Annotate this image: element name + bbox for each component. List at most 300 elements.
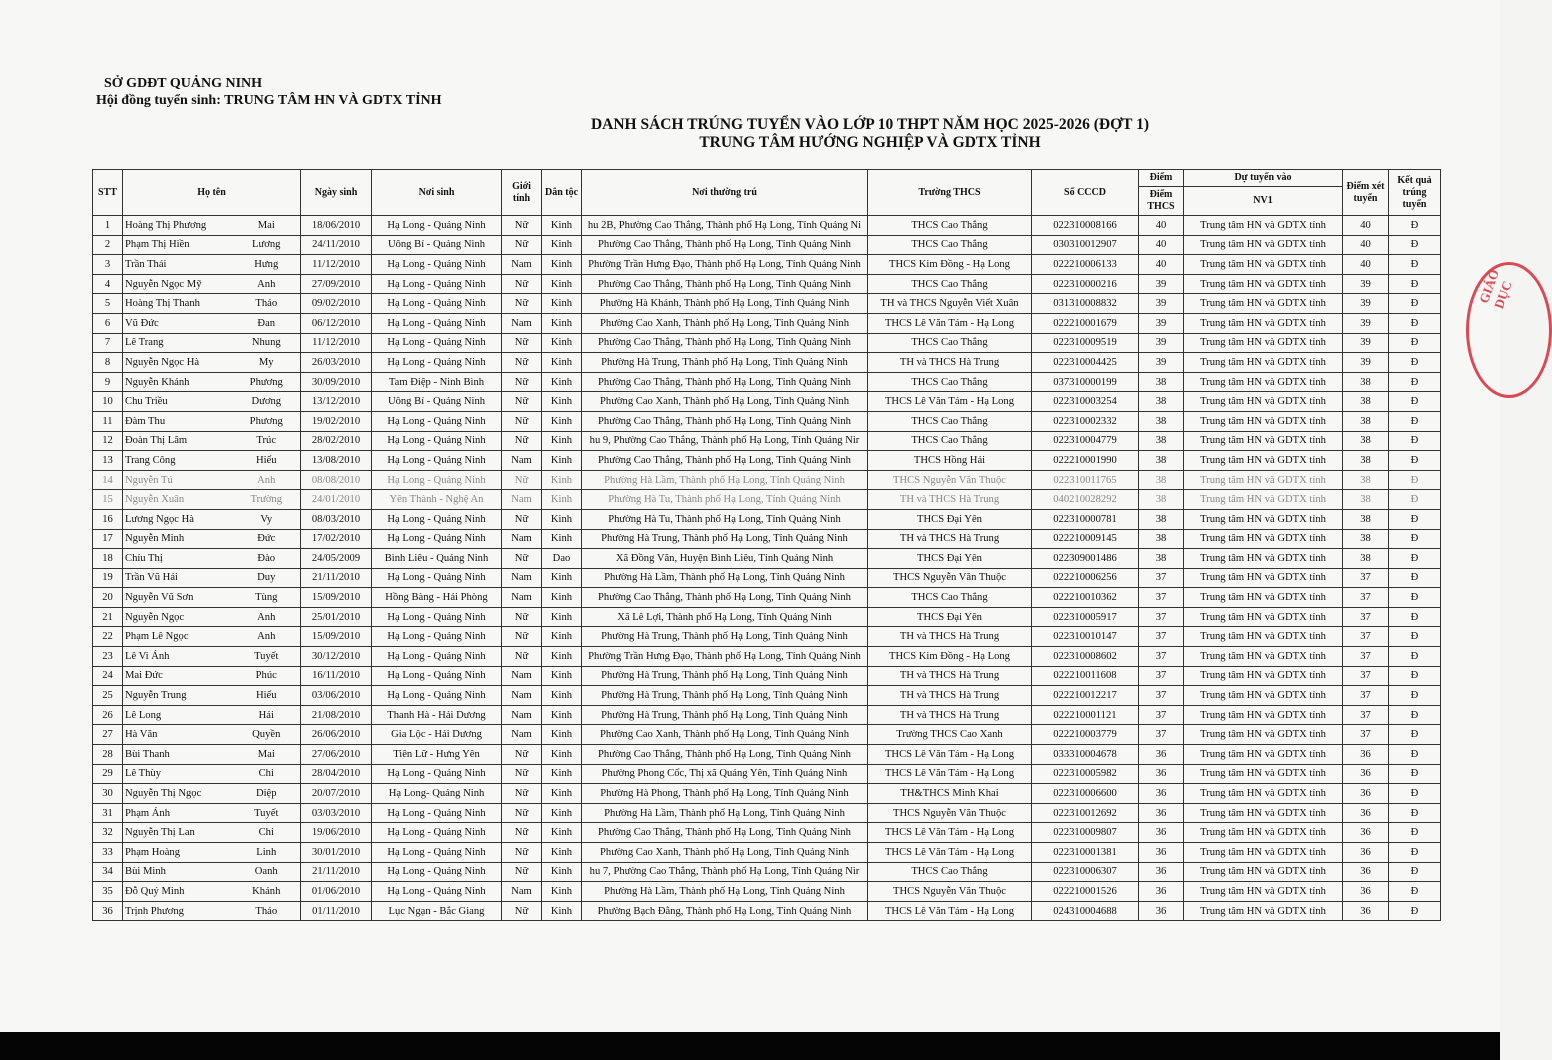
- table-row: [93, 588, 1441, 608]
- cell-name-last: Linh: [233, 843, 301, 863]
- cell-name-first: Chíu Thị: [123, 549, 233, 569]
- cell-residence: Phường Hà Lầm, Thành phố Hạ Long, Tỉnh Quảng Ninh: [582, 470, 868, 490]
- cell-id: 022310012692: [1032, 803, 1139, 823]
- cell-name-first: Trần Thái: [123, 255, 233, 275]
- cell-school: THCS Đại Yên: [868, 509, 1032, 529]
- cell-result: Đ: [1389, 392, 1441, 412]
- cell-gender: Nữ: [502, 509, 542, 529]
- cell-result: Đ: [1389, 705, 1441, 725]
- cell-dob: 21/11/2010: [301, 568, 372, 588]
- cell-school: THCS Lê Văn Tám - Hạ Long: [868, 901, 1032, 921]
- cell-score-thcs: 37: [1139, 568, 1184, 588]
- table-row: [93, 745, 1441, 765]
- cell-residence: Phường Cao Thắng, Thành phố Hạ Long, Tỉnh Quảng Ninh: [582, 372, 868, 392]
- cell-school: THCS Lê Văn Tám - Hạ Long: [868, 843, 1032, 863]
- cell-nv1: Trung tâm HN và GDTX tỉnh: [1184, 431, 1343, 451]
- cell-name-first: Hà Văn: [123, 725, 233, 745]
- col-apply-group: Dự tuyển vào: [1184, 170, 1343, 187]
- cell-school: THCS Cao Thắng: [868, 431, 1032, 451]
- cell-gender: Nữ: [502, 353, 542, 373]
- cell-dob: 24/05/2009: [301, 549, 372, 569]
- cell-result: Đ: [1389, 588, 1441, 608]
- cell-admit-score: 40: [1343, 216, 1389, 236]
- cell-ethnicity: Kinh: [542, 784, 582, 804]
- cell-score-thcs: 38: [1139, 372, 1184, 392]
- cell-birthplace: Hạ Long - Quảng Ninh: [372, 411, 502, 431]
- cell-id: 022310005917: [1032, 607, 1139, 627]
- cell-nv1: Trung tâm HN và GDTX tỉnh: [1184, 725, 1343, 745]
- cell-birthplace: Uông Bí - Quảng Ninh: [372, 392, 502, 412]
- table-row: [93, 216, 1441, 236]
- cell-nv1: Trung tâm HN và GDTX tỉnh: [1184, 313, 1343, 333]
- cell-residence: Phường Cao Thắng, Thành phố Hạ Long, Tỉnh Quảng Ninh: [582, 823, 868, 843]
- cell-score-thcs: 38: [1139, 392, 1184, 412]
- cell-id: 030310012907: [1032, 235, 1139, 255]
- cell-residence: Phường Hà Trung, Thành phố Hạ Long, Tỉnh Quảng Ninh: [582, 627, 868, 647]
- cell-name-last: Mai: [233, 745, 301, 765]
- cell-stt: 5: [93, 294, 123, 314]
- table-row: [93, 784, 1441, 804]
- cell-school: THCS Đại Yên: [868, 607, 1032, 627]
- cell-score-thcs: 38: [1139, 411, 1184, 431]
- cell-admit-score: 38: [1343, 549, 1389, 569]
- cell-name-first: Lê Long: [123, 705, 233, 725]
- cell-result: Đ: [1389, 784, 1441, 804]
- table-row: [93, 255, 1441, 275]
- cell-dob: 09/02/2010: [301, 294, 372, 314]
- cell-result: Đ: [1389, 235, 1441, 255]
- cell-admit-score: 38: [1343, 411, 1389, 431]
- cell-result: Đ: [1389, 901, 1441, 921]
- cell-stt: 6: [93, 313, 123, 333]
- table-row: [93, 235, 1441, 255]
- document-header: [96, 75, 442, 109]
- cell-name-last: Vy: [233, 509, 301, 529]
- cell-school: TH và THCS Hà Trung: [868, 529, 1032, 549]
- cell-ethnicity: Kinh: [542, 313, 582, 333]
- cell-name-last: Diệp: [233, 784, 301, 804]
- table-row: [93, 725, 1441, 745]
- cell-dob: 08/08/2010: [301, 470, 372, 490]
- cell-ethnicity: Kinh: [542, 509, 582, 529]
- col-residence: Nơi thường trú: [582, 170, 868, 216]
- cell-residence: Phường Cao Thắng, Thành phố Hạ Long, Tỉnh Quảng Ninh: [582, 588, 868, 608]
- cell-result: Đ: [1389, 823, 1441, 843]
- table-row: [93, 353, 1441, 373]
- cell-name-first: Chu Triều: [123, 392, 233, 412]
- cell-id: 022310001381: [1032, 843, 1139, 863]
- cell-nv1: Trung tâm HN và GDTX tỉnh: [1184, 411, 1343, 431]
- cell-nv1: Trung tâm HN và GDTX tỉnh: [1184, 627, 1343, 647]
- cell-result: Đ: [1389, 529, 1441, 549]
- cell-dob: 13/08/2010: [301, 451, 372, 471]
- cell-name-first: Lê Trang: [123, 333, 233, 353]
- cell-admit-score: 36: [1343, 745, 1389, 765]
- cell-name-last: My: [233, 353, 301, 373]
- cell-residence: Phường Cao Thắng, Thành phố Hạ Long, Tỉnh Quảng Ninh: [582, 274, 868, 294]
- cell-name-last: Hiếu: [233, 451, 301, 471]
- cell-residence: Phường Hà Phong, Thành phố Hạ Long, Tỉnh Quảng Ninh: [582, 784, 868, 804]
- cell-residence: Phường Hà Lầm, Thành phố Hạ Long, Tỉnh Quảng Ninh: [582, 568, 868, 588]
- cell-ethnicity: Dao: [542, 549, 582, 569]
- cell-stt: 25: [93, 686, 123, 706]
- table-row: [93, 803, 1441, 823]
- cell-admit-score: 37: [1343, 607, 1389, 627]
- cell-admit-score: 37: [1343, 588, 1389, 608]
- cell-dob: 03/06/2010: [301, 686, 372, 706]
- cell-nv1: Trung tâm HN và GDTX tỉnh: [1184, 255, 1343, 275]
- cell-result: Đ: [1389, 490, 1441, 510]
- cell-nv1: Trung tâm HN và GDTX tỉnh: [1184, 529, 1343, 549]
- cell-name-last: Đan: [233, 313, 301, 333]
- cell-dob: 20/07/2010: [301, 784, 372, 804]
- cell-name-first: Phạm Thị Hiền: [123, 235, 233, 255]
- cell-id: 022310005982: [1032, 764, 1139, 784]
- cell-dob: 24/11/2010: [301, 235, 372, 255]
- cell-stt: 15: [93, 490, 123, 510]
- cell-gender: Nữ: [502, 294, 542, 314]
- cell-school: TH và THCS Hà Trung: [868, 705, 1032, 725]
- cell-admit-score: 39: [1343, 333, 1389, 353]
- cell-id: 022210006133: [1032, 255, 1139, 275]
- cell-nv1: Trung tâm HN và GDTX tỉnh: [1184, 784, 1343, 804]
- cell-admit-score: 36: [1343, 862, 1389, 882]
- cell-gender: Nam: [502, 568, 542, 588]
- cell-score-thcs: 36: [1139, 901, 1184, 921]
- cell-result: Đ: [1389, 666, 1441, 686]
- cell-birthplace: Hạ Long - Quảng Ninh: [372, 255, 502, 275]
- cell-ethnicity: Kinh: [542, 882, 582, 902]
- cell-score-thcs: 36: [1139, 882, 1184, 902]
- table-row: [93, 705, 1441, 725]
- cell-name-last: Trường: [233, 490, 301, 510]
- cell-nv1: Trung tâm HN và GDTX tỉnh: [1184, 372, 1343, 392]
- cell-birthplace: Hạ Long - Quảng Ninh: [372, 823, 502, 843]
- table-row: [93, 333, 1441, 353]
- cell-birthplace: Hạ Long- Quảng Ninh: [372, 784, 502, 804]
- cell-stt: 20: [93, 588, 123, 608]
- cell-gender: Nữ: [502, 745, 542, 765]
- cell-gender: Nam: [502, 705, 542, 725]
- cell-admit-score: 37: [1343, 705, 1389, 725]
- cell-result: Đ: [1389, 647, 1441, 667]
- cell-name-first: Nguyễn Minh: [123, 529, 233, 549]
- cell-admit-score: 40: [1343, 255, 1389, 275]
- cell-birthplace: Tam Điệp - Ninh Bình: [372, 372, 502, 392]
- table-row: [93, 666, 1441, 686]
- cell-school: THCS Lê Văn Tám - Hạ Long: [868, 313, 1032, 333]
- cell-id: 022310000216: [1032, 274, 1139, 294]
- cell-nv1: Trung tâm HN và GDTX tỉnh: [1184, 764, 1343, 784]
- cell-school: THCS Cao Thắng: [868, 216, 1032, 236]
- cell-name-first: Nguyễn Thị Ngọc: [123, 784, 233, 804]
- cell-id: 022210003779: [1032, 725, 1139, 745]
- cell-school: TH&THCS Minh Khai: [868, 784, 1032, 804]
- cell-residence: Phường Trần Hưng Đạo, Thành phố Hạ Long, Tỉnh Quảng Ninh: [582, 647, 868, 667]
- cell-birthplace: Hạ Long - Quảng Ninh: [372, 764, 502, 784]
- cell-gender: Nữ: [502, 392, 542, 412]
- cell-birthplace: Uông Bí - Quảng Ninh: [372, 235, 502, 255]
- cell-nv1: Trung tâm HN và GDTX tỉnh: [1184, 216, 1343, 236]
- cell-gender: Nữ: [502, 901, 542, 921]
- cell-score-thcs: 40: [1139, 216, 1184, 236]
- cell-name-last: Oanh: [233, 862, 301, 882]
- cell-result: Đ: [1389, 353, 1441, 373]
- cell-result: Đ: [1389, 431, 1441, 451]
- table-row: [93, 509, 1441, 529]
- cell-ethnicity: Kinh: [542, 392, 582, 412]
- cell-score-thcs: 40: [1139, 255, 1184, 275]
- cell-dob: 21/08/2010: [301, 705, 372, 725]
- cell-ethnicity: Kinh: [542, 686, 582, 706]
- cell-ethnicity: Kinh: [542, 607, 582, 627]
- cell-ethnicity: Kinh: [542, 862, 582, 882]
- cell-id: 022210001990: [1032, 451, 1139, 471]
- cell-admit-score: 37: [1343, 666, 1389, 686]
- cell-birthplace: Hạ Long - Quảng Ninh: [372, 333, 502, 353]
- cell-gender: Nam: [502, 666, 542, 686]
- cell-gender: Nam: [502, 255, 542, 275]
- cell-id: 022309001486: [1032, 549, 1139, 569]
- table-row: [93, 882, 1441, 902]
- cell-name-first: Lương Ngọc Hà: [123, 509, 233, 529]
- cell-gender: Nam: [502, 882, 542, 902]
- cell-stt: 27: [93, 725, 123, 745]
- cell-nv1: Trung tâm HN và GDTX tỉnh: [1184, 490, 1343, 510]
- cell-stt: 22: [93, 627, 123, 647]
- cell-school: TH và THCS Hà Trung: [868, 686, 1032, 706]
- cell-school: THCS Cao Thắng: [868, 333, 1032, 353]
- cell-result: Đ: [1389, 686, 1441, 706]
- col-school: Trường THCS: [868, 170, 1032, 216]
- cell-nv1: Trung tâm HN và GDTX tỉnh: [1184, 862, 1343, 882]
- cell-id: 022310009519: [1032, 333, 1139, 353]
- cell-id: 022210001121: [1032, 705, 1139, 725]
- cell-id: 040210028292: [1032, 490, 1139, 510]
- cell-ethnicity: Kinh: [542, 568, 582, 588]
- cell-birthplace: Hạ Long - Quảng Ninh: [372, 568, 502, 588]
- cell-school: TH và THCS Hà Trung: [868, 353, 1032, 373]
- cell-residence: Phường Cao Thắng, Thành phố Hạ Long, Tỉnh Quảng Ninh: [582, 451, 868, 471]
- cell-score-thcs: 38: [1139, 490, 1184, 510]
- cell-name-last: Đào: [233, 549, 301, 569]
- cell-nv1: Trung tâm HN và GDTX tỉnh: [1184, 274, 1343, 294]
- cell-birthplace: Hạ Long - Quảng Ninh: [372, 607, 502, 627]
- cell-school: THCS Cao Thắng: [868, 411, 1032, 431]
- cell-nv1: Trung tâm HN và GDTX tỉnh: [1184, 666, 1343, 686]
- cell-admit-score: 38: [1343, 392, 1389, 412]
- cell-gender: Nữ: [502, 333, 542, 353]
- cell-dob: 24/01/2010: [301, 490, 372, 510]
- cell-score-thcs: 36: [1139, 823, 1184, 843]
- cell-gender: Nữ: [502, 607, 542, 627]
- table-row: [93, 431, 1441, 451]
- cell-residence: hu 2B, Phường Cao Thắng, Thành phố Hạ Long, Tỉnh Quảng Ni: [582, 216, 868, 236]
- cell-ethnicity: Kinh: [542, 451, 582, 471]
- cell-stt: 18: [93, 549, 123, 569]
- cell-residence: Phường Hà Khánh, Thành phố Hạ Long, Tỉnh Quảng Ninh: [582, 294, 868, 314]
- cell-dob: 06/12/2010: [301, 313, 372, 333]
- cell-ethnicity: Kinh: [542, 235, 582, 255]
- cell-dob: 18/06/2010: [301, 216, 372, 236]
- cell-score-thcs: 38: [1139, 509, 1184, 529]
- cell-gender: Nữ: [502, 843, 542, 863]
- table-row: [93, 372, 1441, 392]
- cell-result: Đ: [1389, 862, 1441, 882]
- cell-gender: Nữ: [502, 803, 542, 823]
- cell-admit-score: 39: [1343, 294, 1389, 314]
- cell-score-thcs: 37: [1139, 588, 1184, 608]
- cell-birthplace: Hạ Long - Quảng Ninh: [372, 470, 502, 490]
- table-row: [93, 392, 1441, 412]
- cell-name-first: Nguyễn Tú: [123, 470, 233, 490]
- cell-nv1: Trung tâm HN và GDTX tỉnh: [1184, 607, 1343, 627]
- cell-residence: Phường Hà Trung, Thành phố Hạ Long, Tỉnh Quảng Ninh: [582, 353, 868, 373]
- cell-ethnicity: Kinh: [542, 372, 582, 392]
- cell-school: THCS Nguyễn Văn Thuộc: [868, 470, 1032, 490]
- col-dob: Ngày sinh: [301, 170, 372, 216]
- cell-residence: Phường Cao Xanh, Thành phố Hạ Long, Tỉnh Quảng Ninh: [582, 313, 868, 333]
- cell-score-thcs: 36: [1139, 843, 1184, 863]
- cell-birthplace: Hạ Long - Quảng Ninh: [372, 686, 502, 706]
- cell-name-first: Đỗ Quý Minh: [123, 882, 233, 902]
- cell-name-first: Trịnh Phương: [123, 901, 233, 921]
- seal-text: GIÁO DỤC: [1476, 267, 1515, 311]
- table-row: [93, 901, 1441, 921]
- col-ethnicity: Dân tộc: [542, 170, 582, 216]
- table-row: [93, 470, 1441, 490]
- cell-result: Đ: [1389, 607, 1441, 627]
- cell-residence: Phường Cao Xanh, Thành phố Hạ Long, Tỉnh Quảng Ninh: [582, 392, 868, 412]
- cell-admit-score: 36: [1343, 764, 1389, 784]
- cell-school: THCS Đại Yên: [868, 549, 1032, 569]
- cell-name-last: Phương: [233, 372, 301, 392]
- cell-id: 022310004779: [1032, 431, 1139, 451]
- cell-gender: Nam: [502, 313, 542, 333]
- cell-gender: Nữ: [502, 647, 542, 667]
- cell-name-first: Nguyễn Vũ Sơn: [123, 588, 233, 608]
- cell-school: THCS Lê Văn Tám - Hạ Long: [868, 823, 1032, 843]
- cell-admit-score: 36: [1343, 843, 1389, 863]
- cell-residence: Phường Hà Lầm, Thành phố Hạ Long, Tỉnh Quảng Ninh: [582, 882, 868, 902]
- cell-ethnicity: Kinh: [542, 588, 582, 608]
- cell-residence: hu 7, Phường Cao Thắng, Thành phố Hạ Long, Tỉnh Quảng Nir: [582, 862, 868, 882]
- cell-name-last: Thảo: [233, 901, 301, 921]
- department-name: SỞ GDĐT QUẢNG NINH: [104, 76, 263, 91]
- cell-birthplace: Hạ Long - Quảng Ninh: [372, 509, 502, 529]
- cell-admit-score: 38: [1343, 470, 1389, 490]
- cell-name-last: Hải: [233, 705, 301, 725]
- cell-gender: Nữ: [502, 411, 542, 431]
- cell-ethnicity: Kinh: [542, 764, 582, 784]
- cell-score-thcs: 36: [1139, 745, 1184, 765]
- cell-nv1: Trung tâm HN và GDTX tỉnh: [1184, 745, 1343, 765]
- cell-admit-score: 37: [1343, 725, 1389, 745]
- cell-name-last: Chi: [233, 823, 301, 843]
- cell-dob: 13/12/2010: [301, 392, 372, 412]
- cell-result: Đ: [1389, 255, 1441, 275]
- cell-school: TH và THCS Hà Trung: [868, 666, 1032, 686]
- col-admit-score: Điểm xét tuyển: [1343, 170, 1389, 216]
- cell-birthplace: Hạ Long - Quảng Ninh: [372, 451, 502, 471]
- cell-birthplace: Hạ Long - Quảng Ninh: [372, 431, 502, 451]
- cell-gender: Nữ: [502, 823, 542, 843]
- cell-residence: Phường Hà Lầm, Thành phố Hạ Long, Tỉnh Quảng Ninh: [582, 803, 868, 823]
- cell-nv1: Trung tâm HN và GDTX tỉnh: [1184, 823, 1343, 843]
- cell-result: Đ: [1389, 882, 1441, 902]
- cell-birthplace: Thanh Hà - Hải Dương: [372, 705, 502, 725]
- cell-birthplace: Hạ Long - Quảng Ninh: [372, 666, 502, 686]
- cell-ethnicity: Kinh: [542, 216, 582, 236]
- cell-school: TH và THCS Hà Trung: [868, 490, 1032, 510]
- cell-stt: 32: [93, 823, 123, 843]
- cell-residence: Phường Hà Trung, Thành phố Hạ Long, Tỉnh Quảng Ninh: [582, 686, 868, 706]
- cell-birthplace: Hạ Long - Quảng Ninh: [372, 843, 502, 863]
- cell-stt: 1: [93, 216, 123, 236]
- cell-birthplace: Hạ Long - Quảng Ninh: [372, 313, 502, 333]
- cell-birthplace: Hạ Long - Quảng Ninh: [372, 862, 502, 882]
- cell-score-thcs: 40: [1139, 235, 1184, 255]
- cell-stt: 11: [93, 411, 123, 431]
- cell-dob: 19/02/2010: [301, 411, 372, 431]
- cell-residence: Phường Hà Trung, Thành phố Hạ Long, Tỉnh Quảng Ninh: [582, 705, 868, 725]
- cell-dob: 11/12/2010: [301, 255, 372, 275]
- table-row: [93, 823, 1441, 843]
- cell-dob: 01/11/2010: [301, 901, 372, 921]
- cell-dob: 17/02/2010: [301, 529, 372, 549]
- cell-nv1: Trung tâm HN và GDTX tỉnh: [1184, 843, 1343, 863]
- cell-result: Đ: [1389, 745, 1441, 765]
- table-row: [93, 490, 1441, 510]
- cell-dob: 15/09/2010: [301, 588, 372, 608]
- cell-name-last: Anh: [233, 470, 301, 490]
- cell-ethnicity: Kinh: [542, 647, 582, 667]
- cell-name-last: Duy: [233, 568, 301, 588]
- cell-dob: 27/06/2010: [301, 745, 372, 765]
- cell-gender: Nữ: [502, 274, 542, 294]
- cell-birthplace: Lục Ngạn - Bắc Giang: [372, 901, 502, 921]
- cell-nv1: Trung tâm HN và GDTX tỉnh: [1184, 392, 1343, 412]
- cell-id: 022310000781: [1032, 509, 1139, 529]
- cell-nv1: Trung tâm HN và GDTX tỉnh: [1184, 451, 1343, 471]
- cell-result: Đ: [1389, 843, 1441, 863]
- cell-gender: Nữ: [502, 784, 542, 804]
- cell-dob: 27/09/2010: [301, 274, 372, 294]
- cell-nv1: Trung tâm HN và GDTX tỉnh: [1184, 294, 1343, 314]
- cell-residence: Phường Cao Xanh, Thành phố Hạ Long, Tỉnh Quảng Ninh: [582, 843, 868, 863]
- cell-school: TH và THCS Nguyễn Viết Xuân: [868, 294, 1032, 314]
- cell-score-thcs: 38: [1139, 470, 1184, 490]
- cell-result: Đ: [1389, 764, 1441, 784]
- cell-id: 022210009145: [1032, 529, 1139, 549]
- cell-name-first: Nguyễn Ngọc Hà: [123, 353, 233, 373]
- table-body: [93, 216, 1441, 921]
- cell-id: 022210001679: [1032, 313, 1139, 333]
- cell-stt: 29: [93, 764, 123, 784]
- cell-ethnicity: Kinh: [542, 745, 582, 765]
- cell-score-thcs: 38: [1139, 431, 1184, 451]
- cell-score-thcs: 39: [1139, 313, 1184, 333]
- cell-ethnicity: Kinh: [542, 274, 582, 294]
- cell-name-last: Khánh: [233, 882, 301, 902]
- cell-admit-score: 36: [1343, 901, 1389, 921]
- cell-id: 022310008602: [1032, 647, 1139, 667]
- col-stt: STT: [93, 170, 123, 216]
- cell-id: 031310008832: [1032, 294, 1139, 314]
- cell-school: THCS Cao Thắng: [868, 235, 1032, 255]
- cell-stt: 13: [93, 451, 123, 471]
- cell-gender: Nữ: [502, 470, 542, 490]
